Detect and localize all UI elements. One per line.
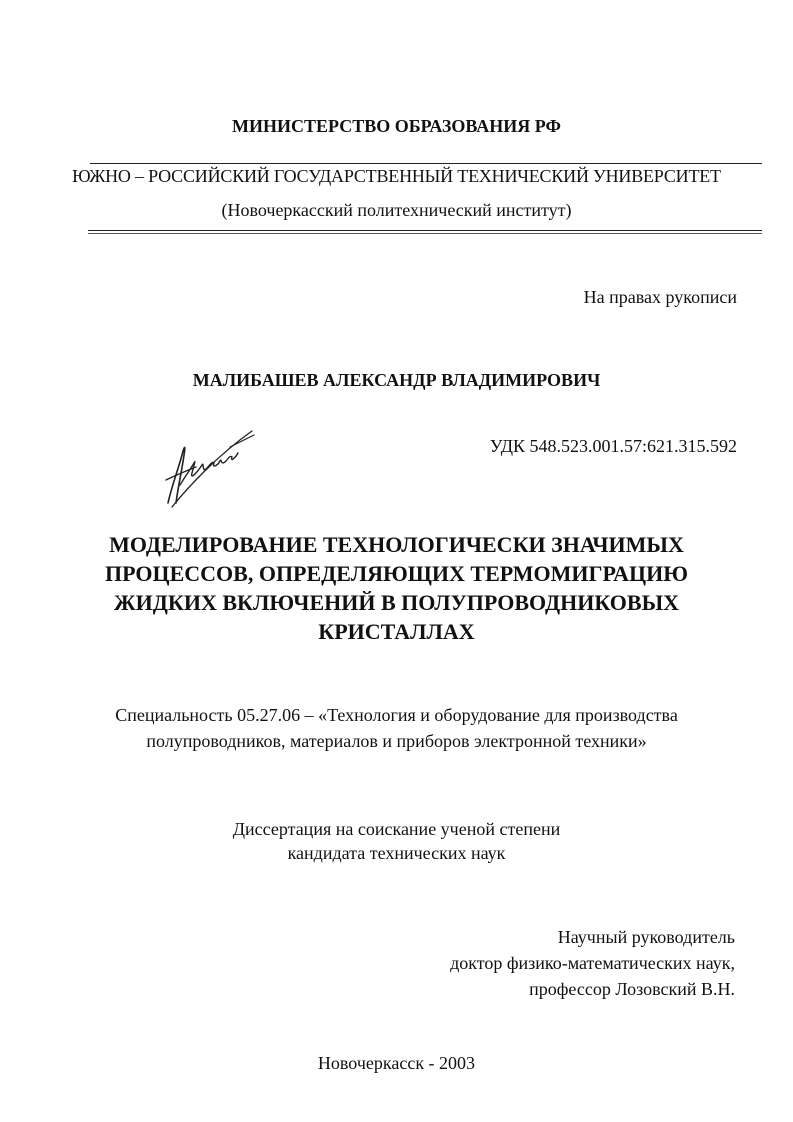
supervisor-line: доктор физико-математических наук, <box>450 953 735 973</box>
title-line: МОДЕЛИРОВАНИЕ ТЕХНОЛОГИЧЕСКИ ЗНАЧИМЫХ <box>109 532 684 557</box>
bottom-divider-2 <box>88 233 762 234</box>
institute-name: (Новочеркасский политехнический институт) <box>221 200 572 220</box>
author-name: МАЛИБАШЕВ АЛЕКСАНДР ВЛАДИМИРОВИЧ <box>192 370 601 390</box>
supervisor-line: профессор Лозовский В.Н. <box>529 979 735 999</box>
degree-line: кандидата технических наук <box>287 843 506 863</box>
manuscript-note: На правах рукописи <box>583 287 737 307</box>
supervisor-line: Научный руководитель <box>557 927 735 947</box>
dissertation-title <box>0 530 793 646</box>
specialty-line: полупроводников, материалов и приборов электронной техники» <box>146 731 647 751</box>
city-year: Новочеркасск - 2003 <box>317 1053 476 1073</box>
top-divider <box>90 163 762 164</box>
signature-image <box>158 425 258 510</box>
specialty-text <box>0 702 793 754</box>
university-name: ЮЖНО – РОССИЙСКИЙ ГОСУДАРСТВЕННЫЙ ТЕХНИЧЕСКИЙ УНИВЕРСИТЕТ <box>72 166 721 186</box>
specialty-line: Специальность 05.27.06 – «Технология и оборудование для производства <box>115 705 678 725</box>
degree-text <box>0 817 793 865</box>
title-line: ПРОЦЕССОВ, ОПРЕДЕЛЯЮЩИХ ТЕРМОМИГРАЦИЮ <box>104 561 689 586</box>
title-line: ЖИДКИХ ВКЛЮЧЕНИЙ В ПОЛУПРОВОДНИКОВЫХ <box>113 590 680 615</box>
ministry-heading: МИНИСТЕРСТВО ОБРАЗОВАНИЯ РФ <box>232 116 561 136</box>
bottom-divider-1 <box>88 230 762 231</box>
supervisor-block <box>450 924 735 1002</box>
degree-line: Диссертация на соискание ученой степени <box>232 819 561 839</box>
udc-code: УДК 548.523.001.57:621.315.592 <box>489 436 737 456</box>
title-line: КРИСТАЛЛАХ <box>318 619 475 644</box>
